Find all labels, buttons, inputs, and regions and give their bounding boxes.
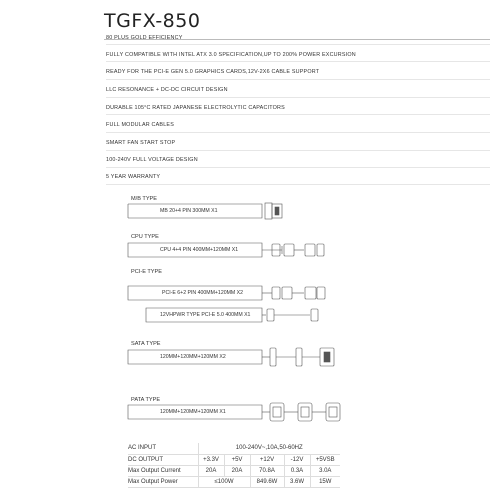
power-cell: 849.6W — [250, 476, 284, 487]
dc-output-row — [128, 454, 340, 465]
max-power-row — [128, 476, 340, 487]
mb-type-heading: M/B TYPE — [131, 196, 158, 202]
cpu-type-heading: CPU TYPE — [131, 234, 159, 240]
feature-item: FULLY COMPATIBLE WITH INTEL ATX 3.0 SPECIFICATION,UP TO 200% POWER EXCURSION — [106, 52, 356, 58]
current-cell: 20A — [198, 465, 224, 476]
sata-type-heading: SATA TYPE — [131, 341, 161, 347]
hpwr-cable-label: 12VHPWR TYPE PCI-E 5.0 400MM X1 — [160, 312, 251, 318]
feature-item: 5 YEAR WARRANTY — [106, 174, 161, 180]
power-cell: ≤100W — [198, 476, 250, 487]
feature-item: SMART FAN START STOP — [106, 140, 176, 146]
sata-cable-drawing — [128, 348, 334, 366]
pata-type-heading: PATA TYPE — [131, 397, 161, 403]
sata-cable-label: 120MM+120MM+120MM X2 — [160, 354, 226, 360]
current-cell: 20A — [224, 465, 250, 476]
feature-item: FULL MODULAR CABLES — [106, 122, 175, 128]
max-current-label: Max Output Current — [128, 465, 198, 476]
power-cell: 15W — [310, 476, 340, 487]
rail-cell: +5V — [224, 454, 250, 465]
rail-cell: +12V — [250, 454, 284, 465]
rail-cell: +5VSB — [310, 454, 340, 465]
feature-item: READY FOR THE PCI-E GEN 5.0 GRAPHICS CARDS,12V-2X6 CABLE SUPPORT — [106, 69, 320, 75]
pcie-cable-drawing — [128, 286, 325, 300]
pata-cable-drawing — [128, 403, 340, 421]
rail-cell: -12V — [284, 454, 310, 465]
ac-input-label: AC INPUT — [128, 443, 198, 454]
cpu-cable-label: CPU 4+4 PIN 400MM+120MM X1 — [160, 247, 239, 253]
product-title: TGFX-850 — [104, 10, 201, 32]
current-cell: 70.8A — [250, 465, 284, 476]
pcie-cable-label: PCI-E 6+2 PIN 400MM+120MM X2 — [162, 290, 244, 296]
max-power-label: Max Output Power — [128, 476, 198, 487]
cpu-cable-drawing — [128, 243, 324, 257]
dc-output-label: DC OUTPUT — [128, 454, 198, 465]
max-current-row — [128, 465, 340, 476]
pcie-type-heading: PCI-E TYPE — [131, 269, 162, 275]
hpwr-cable-drawing — [146, 308, 318, 322]
spec-table — [128, 443, 340, 488]
feature-item: 100-240V FULL VOLTAGE DESIGN — [106, 157, 198, 163]
feature-item: LLC RESONANCE + DC-DC CIRCUIT DESIGN — [106, 87, 228, 93]
pata-cable-label: 120MM+120MM+120MM X1 — [160, 409, 226, 415]
feature-item: DURABLE 105°C RATED JAPANESE ELECTROLYTIC CAPACITORS — [106, 105, 285, 111]
power-cell: 3.6W — [284, 476, 310, 487]
mb-cable-label: MB 20+4 PIN 300MM X1 — [160, 208, 218, 214]
current-cell: 0.3A — [284, 465, 310, 476]
rail-cell: +3.3V — [198, 454, 224, 465]
feature-item: 80 PLUS GOLD EFFICIENCY — [106, 35, 183, 41]
mb-cable-drawing — [128, 203, 282, 219]
ac-input-row — [128, 443, 340, 454]
ac-input-value: 100-240V~,10A,50-60HZ — [198, 443, 340, 454]
current-cell: 3.0A — [310, 465, 340, 476]
